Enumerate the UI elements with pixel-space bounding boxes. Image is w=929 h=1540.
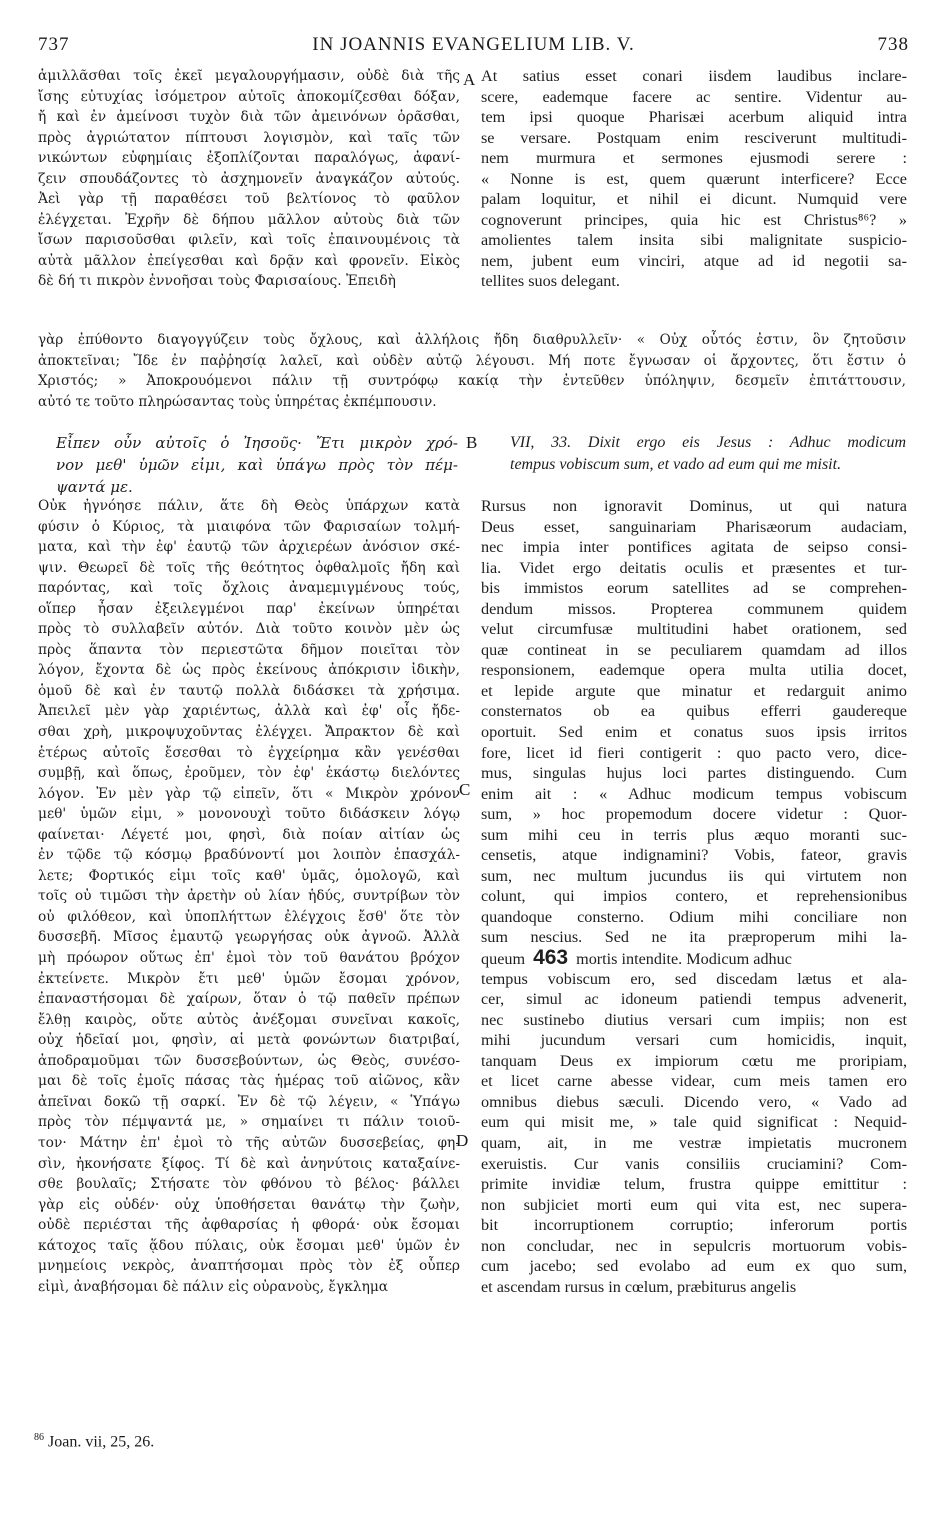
text-line: nec impia inter pontifices agitata de seipso consi-: [481, 538, 907, 557]
text-line: Ἀπειλεῖ μὲν γὰρ χαριέντως, ἀλλὰ καὶ ἐφ' οἷς ἤδε-: [38, 703, 460, 720]
column-number: 463: [533, 948, 569, 969]
text-line: ματα, καὶ τὴν ἐφ' ἑαυτῷ τῶν ἀρχιερέων ἀνόσιον σκέ-: [38, 539, 460, 556]
text-line: palam loquitur, et nihil ei dicunt. Numquid vere: [481, 190, 907, 209]
text-line: σθε βουλαῖς; Στήσατε τὸν φθόνου τὸ βέλος· βάλλει: [38, 1176, 460, 1193]
latin-verse-heading: [510, 432, 906, 476]
text-line: exeruistis. Cur vanis consiliis cruciamini? Com-: [481, 1154, 907, 1173]
text-line: μνημείοις νεκρὸς, ἀναπτήσομαι πρὸς τὸν ἐξ οὗπερ: [38, 1258, 460, 1275]
latin-column-main: [481, 496, 907, 1297]
text-line: γὰρ ἐπύθοντο διαγογγύζειν τοὺς ὄχλους, καὶ ἀλλήλοις ἤδη διαθρυλλεῖν· « Οὐχ οὗτός ἐστιν, ὃν ζητοῦσιν: [38, 332, 906, 348]
text-line: non subjiciet morti eum qui vita est, nec supera-: [481, 1195, 907, 1214]
text-line: sum, » hoc propemodum docere videtur : Quor-: [481, 805, 907, 824]
text-line: πρὸς τὸ συλλαβεῖν αὐτόν. Διὰ τοῦτο κοινὸν μὲν ὡς: [38, 621, 460, 638]
section-marker-a: A: [463, 70, 476, 89]
text-line: ἤ καὶ ἐν ἀμείνοσι τυχὸν διὰ τῶν ἀμεινόνων ὁρᾶσθαι,: [38, 109, 460, 126]
text-line: μὴ πρόωρον οὕτως ἐπ' ἐμοὶ τὸν τοῦ θανάτου βρόχον: [38, 950, 460, 967]
text-line: ψιν. Θεωρεῖ δὲ τοῖς τῆς θεότητος ὀφθαλμοῖς ἤδη καὶ: [38, 559, 460, 576]
text-line: bit incorruptionem corruptio; inferorum portis: [481, 1216, 907, 1235]
text-line: fore, licet id fieri contigerit : quo pacto vero, dice-: [481, 743, 907, 762]
text-line: σὶν, ἠκονήσατε ξίφος. Τί δὲ καὶ ἀνηνύτοις καταξαίνε-: [38, 1155, 460, 1172]
text-line: ἐν τῷδε τῷ κόσμῳ βραδύνοντί μοι λοιπὸν ἐπασχάλ-: [38, 847, 460, 864]
text-line: oportuit. Sed enim et conatus suos ipsis irritos: [481, 723, 907, 742]
text-line: nem, jubent eum vinciri, atque ad id negotii sa-: [481, 251, 907, 270]
text-line: nec sustinebo diutius versari cum impiis; non est: [481, 1010, 907, 1029]
text-line: scere, eademque facere ac sentire. Videntur au-: [481, 87, 907, 106]
text-line: κάτοχος ταῖς ᾅδου πύλαις, οὐκ ἔσομαι μεθ' ὑμῶν ἐν: [38, 1237, 460, 1254]
text-line: Εἶπεν οὖν αὐτοῖς ὁ Ἰησοῦς· Ἔτι μικρὸν χρό-: [56, 434, 458, 452]
text-line: VII, 33. Dixit ergo eis Jesus : Adhuc modicum: [510, 434, 906, 451]
text-line: μαι δὲ τοῖς ἐμοῖς πάσας τὰς ἡμέρας τοῦ αἰῶνος, κἂν: [38, 1073, 460, 1090]
text-line: λόγον. Ἐν μὲν γὰρ τῷ εἰπεῖν, ὅτι « Μικρὸν χρόνον: [38, 785, 460, 802]
text-line: amolientes talem insita sibi malignitate suspicio-: [481, 231, 907, 250]
text-line: cognoverunt principes, quia hic est Christus⁸⁶? »: [481, 210, 907, 229]
text-line: οὐ φιλόθεον, καὶ ὑποπλήττων ἐλέγχοις ἔσθ' ὅτε τὸν: [38, 908, 460, 925]
text-line: non concludar, nec in sepulcris mortuorum vobis-: [481, 1236, 907, 1255]
text-line: tellites suos delegant.: [481, 272, 620, 291]
section-marker-c: C: [459, 780, 471, 799]
text-line: nem murmura et sermones ejusmodi serere :: [481, 149, 907, 168]
text-line: ἀπεῖναι δοκῶ τῇ σαρκί. Ἐν δὲ τῷ λέγειν, « Ὑπάγω: [38, 1093, 460, 1110]
greek-verse-heading: [56, 432, 458, 498]
text-line: mus, singulas hujus loci partes distinguendo. Cum: [481, 764, 907, 783]
text-line: lia. Videt ergo deitatis oculis et præsentes et tur-: [481, 558, 907, 577]
text-line: γὰρ εἰς οὐδέν· οὐχ ὑποθήσεται θανάτῳ τὴν ζωὴν,: [38, 1196, 460, 1213]
text-line: φύσιν ὁ Κύριος, τὰ μιαιφόνα τῶν Φαρισαίων τολμή-: [38, 518, 460, 535]
latin-column-top: [481, 66, 907, 292]
text-line: quam, ait, in me vestræ impietatis mucronem: [481, 1133, 907, 1152]
text-line: νικώντων εὐφημίαις ἐξοπλίζονται παραλόγως, ἀφανί-: [38, 150, 460, 167]
page-number-left: 737: [38, 34, 70, 55]
text-line: cum jacebo; sed evolabo ad eum ex quo sum,: [481, 1257, 907, 1276]
text-line: cer, simul ac idoneum patiendi tempus advenerit,: [481, 990, 907, 1009]
text-line: tanquam Deus ex impiorum cœtu me proripiam,: [481, 1051, 907, 1070]
text-fragment: mortis intendite. Modicum adhuc: [576, 950, 792, 969]
text-line: sum nescius. Sed ne ita præproperum mihi la-: [481, 928, 907, 947]
text-line: tempus vobiscum ero, sed discedam lætus et ala-: [481, 969, 907, 988]
text-line: ὁμοῦ δὲ καὶ ἐν ταυτῷ πολλὰ διδάσκει τὰ χρήσιμα.: [38, 682, 460, 699]
text-line: bis immistos eorum satellites ad se comprehen-: [481, 579, 907, 598]
text-line: αὐτὰ μᾶλλον ἐπείγεσθαι καὶ δρᾷν καὶ φρονεῖν. Εἰκὸς: [38, 252, 460, 269]
text-line: eum qui misit me, » tale quid significat : Nequid-: [481, 1113, 907, 1132]
text-line: ἐλέγχεται. Ἐχρῆν δὲ δήπου μᾶλλον αὐτοὺς διὰ τῶν: [38, 211, 460, 228]
text-line: οὐχ ἡδεῖαί μοι, φησὶν, αἱ μετὰ φονώντων διατριβαί,: [38, 1032, 460, 1049]
text-line: συμβῇ, καὶ ὅπως, ἐροῦμεν, τὸν ἐφ' ἑκάστῳ διελόντες: [38, 765, 460, 782]
footnote-mark: 86: [34, 1432, 44, 1443]
text-line: λόγον, ἔχοντα δὲ ὡς πρὸς ἐκείνους ἀπόκρισιν ἰδικὴν,: [38, 662, 460, 679]
text-line: ἴσων παρισοῦσθαι φιλεῖν, καὶ τοῖς ἐπαινουμένοις τὰ: [38, 232, 460, 249]
text-line: At satius esset conari iisdem laudibus inclare-: [481, 67, 907, 85]
greek-full-width-text: [38, 330, 906, 412]
text-line: αὐτό τε τοῦτο πληρώσαντας τοὺς ὑπηρέτας ἐκπέμπουσιν.: [38, 393, 437, 410]
running-header: [38, 34, 909, 60]
text-line: colunt, qui impios contero, et reprehensionibus: [481, 887, 907, 906]
text-line: se versare. Postquam enim resciverunt multitudi-: [481, 128, 907, 147]
text-line: [481, 948, 907, 969]
text-line: ἐπαναστήσομαι δὲ χαίρων, ὅταν ὁ τῷ παθεῖν πρέπων: [38, 991, 460, 1008]
footnote: [34, 1432, 154, 1451]
text-line: ἀποκτεῖναι; Ἴδε ἐν παῤῥησίᾳ λαλεῖ, καὶ οὐδὲν αὐτῷ λέγουσι. Μή ποτε ἔγνωσαν οἱ ἄρχοντες, ὅτι ἔστιν ὁ: [38, 352, 906, 369]
footnote-text: Joan. vii, 25, 26.: [48, 1433, 155, 1451]
section-marker-b: B: [466, 433, 478, 452]
text-line: Χριστός; » Ἀποκρουόμενοι πάλιν τῇ συντρόφῳ κακίᾳ τὴν ἐντεῦθεν ὑπόληψιν, δεσμεῖν ἐπιτάττουσιν,: [38, 373, 906, 389]
text-line: μεθ' ὑμῶν εἰμι, » μονονουχὶ τοῦτο διδάσκειν λόγῳ: [38, 806, 460, 823]
text-line: νον μεθ' ὑμῶν εἰμι, καὶ ὑπάγω πρὸς τὸν πέμ-: [56, 456, 458, 474]
text-line: dendum missos. Propterea communem quidem: [481, 599, 907, 618]
section-marker-d: D: [456, 1131, 469, 1150]
text-line: censetis, atque indignamini? Vobis, fateor, gravis: [481, 846, 907, 865]
text-line: δυσσεβῆ. Μῖσος ἐμαυτῷ γεωργήσας οὐκ ἀγνοῶ. Ἀλλὰ: [38, 929, 460, 946]
text-line: consternatos ob ea quibus efferri gaudereque: [481, 702, 907, 721]
text-line: λετε; Φορτικός εἰμι τοῖς καθ' ὑμᾶς, ὁμολογῶ, καὶ: [38, 867, 460, 884]
text-line: ἔλθῃ καιρὸς, οὔτε αὐτὸς ἀνέξομαι συνεῖναι κακοῖς,: [38, 1011, 460, 1028]
text-line: mihi jucundum versari cum homicidis, inquit,: [481, 1031, 907, 1050]
text-line: σθαι χρὴ, μικροψυχοῦντας ἐλέγχει. Ἄπρακτον δὲ καὶ: [38, 724, 460, 741]
text-line: enim ait : « Adhuc modicum tempus vobiscum: [481, 784, 907, 803]
greek-column-top: [38, 66, 460, 292]
text-line: οὐδὲ περιέσται τῆς ἀφθαρσίας ἡ φθορά· οὐκ ἔσομαι: [38, 1217, 460, 1234]
text-line: δὲ δή τι πικρὸν ἐννοῆσαι τοὺς Φαρισαίους. Ἐπειδὴ: [38, 273, 396, 290]
text-line: velut circumfusæ multitudini habet orationem, sed: [481, 620, 907, 639]
text-line: tempus vobiscum sum, et vado ad eum qui me misit.: [510, 456, 842, 473]
text-line: sum mihi ceu in terris plus æquo moranti suc-: [481, 825, 907, 844]
greek-column-main: [38, 496, 460, 1297]
text-line: et licet carne abesse videar, cum meis tamen ero: [481, 1072, 907, 1091]
text-line: ψαντά με.: [56, 478, 133, 496]
text-line: ζειν σπουδάζοντες τὸ ἀσχημονεῖν ἀναγκάζον αὐτούς.: [38, 170, 460, 187]
text-line: τον· Μάτην ἐπ' ἐμοὶ τὸ τῆς αὐτῶν δυσσεβείας, φη-: [38, 1134, 460, 1151]
text-line: πρὸς ἅπαντα τὸν περιεστῶτα δῆμον ποιεῖται τὸν: [38, 641, 460, 658]
text-line: ἁμιλλᾶσθαι τοῖς ἐκεῖ μεγαλουργήμασιν, οὐδὲ διὰ τῆς: [38, 68, 460, 84]
text-line: τοῖς οὐ τιμῶσι τὴν ἀρετὴν οὐ λίαν ἡδύς, συντρίβων τὸν: [38, 888, 460, 905]
text-line: tem ipsi quoque Pharisæi acerbum aliquid intra: [481, 108, 907, 127]
text-line: et lepide argute que minatur et redarguit animo: [481, 681, 907, 700]
text-line: ἑτέρως αὐτοῖς ἔσεσθαι τὸ ἐγχείρημα κἂν γενέσθαι: [38, 744, 460, 761]
text-line: « Nonne is est, quem quærunt interficere? Ecce: [481, 169, 907, 188]
text-line: ἀποδραμοῦμαι τῶν δυσσεβούντων, ὡς Θεὸς, συνέσο-: [38, 1052, 460, 1069]
text-line: εἰμὶ, ἀναβήσομαι δὲ πάλιν εἰς οὐρανοὺς, ἔγκλημα: [38, 1278, 389, 1295]
text-line: Ἀεὶ γὰρ τῇ παραθέσει τοῦ βελτίονος τὸ φαῦλον: [38, 191, 460, 208]
running-title: IN JOANNIS EVANGELIUM LIB. V.: [312, 34, 635, 55]
text-line: ἐκτείνετε. Μικρὸν ἔτι μεθ' ὑμῶν ἔσομαι χρόνον,: [38, 970, 460, 987]
text-line: οἵπερ ἦσαν ἐξειλεγμένοι παρ' ἐκείνων ὑπηρέται: [38, 600, 460, 617]
text-line: sum, nec multum jucundus iis qui virtutem non: [481, 866, 907, 885]
text-line: ἴσης εὐτυχίας ἰσόμετρον αὐτοῖς ἀποκομίζεσθαι δόξαν,: [38, 88, 460, 105]
text-line: primite invidiæ telum, frustra quippe emittitur :: [481, 1175, 907, 1194]
text-line: φαίνεται· Λέγετέ μοι, φησὶ, διὰ ποίαν αἰτίαν ὡς: [38, 826, 460, 843]
text-line: πρὸς ἀγριώτατον πίπτουσι λογισμὸν, καὶ ταῖς τῶν: [38, 129, 460, 146]
text-line: responsionem, eademque opera multa utilia docet,: [481, 661, 907, 680]
text-line: quandoque consterno. Odium mihi conciliare non: [481, 907, 907, 926]
text-line: quæ contineat in se peculiarem quamdam ad illos: [481, 640, 907, 659]
text-line: et ascendam rursus in cœlum, præbiturus angelis: [481, 1277, 797, 1296]
text-line: omnibus diebus sæculi. Dicendo vero, « Vado ad: [481, 1092, 907, 1111]
page-number-right: 738: [877, 34, 909, 55]
text-line: Rursus non ignoravit Dominus, ut qui natura: [481, 497, 907, 515]
text-line: πρὸς τὸν πέμψαντά με, » σημαίνει τι πάλιν τοιοῦ-: [38, 1114, 460, 1131]
text-line: Deus esset, sanguinariam Pharisæorum audaciam,: [481, 517, 907, 536]
text-line: παρόντας, καὶ τοῖς ὄχλοις ἀναμεμιγμένους τούς,: [38, 580, 460, 597]
text-line: Οὐκ ἠγνόησε πάλιν, ἅτε δὴ Θεὸς ὑπάρχων κατὰ: [38, 498, 460, 514]
text-fragment: queum: [481, 950, 526, 969]
